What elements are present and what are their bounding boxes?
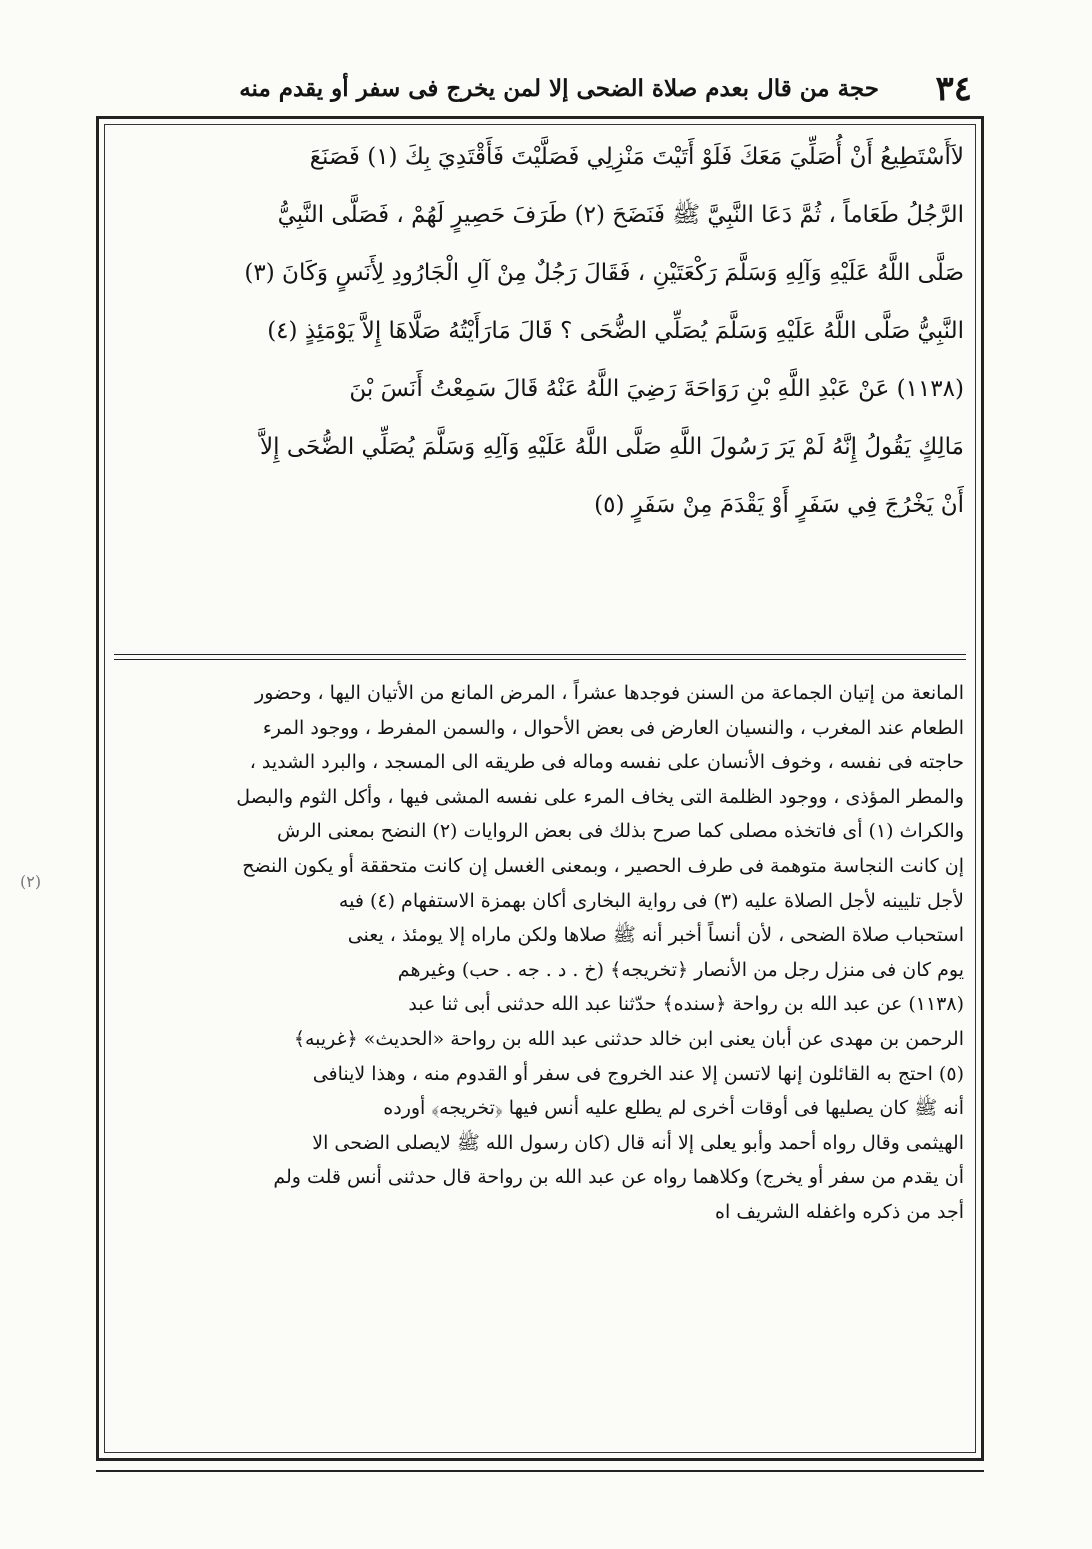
commentary-line: والمطر المؤذى ، ووجود الظلمة التى يخاف المرء على نفسه المشى فيها ، وأكل الثوم والبصل: [236, 785, 964, 808]
commentary-line: أجد من ذكره واغفله الشريف اه: [715, 1200, 964, 1223]
commentary-line: استحباب صلاة الضحى ، لأن أنساً أخبر أنه ﷺ صلاها ولكن ماراه إلا يومئذ ، يعنى: [347, 924, 964, 947]
commentary-line: (١١٣٨) عن عبد الله بن رواحة ﴿سنده﴾ حدّثنا عبد الله حدثنى أبى ثنا عبد: [408, 993, 964, 1016]
commentary-line: (٥) احتج به القائلون إنها لاتسن إلا عند الخروج فى سفر أو القدوم منه ، وهذا لاينافى: [312, 1062, 964, 1085]
hadith-text: [118, 128, 964, 640]
page-title: حجة من قال بعدم صلاة الضحى إلا لمن يخرج فى سفر أو يقدم منه: [239, 75, 879, 102]
hadith-line: أَنْ يَخْرُجَ فِي سَفَرٍ أَوْ يَقْدَمَ مِنْ سَفَرٍ (٥): [594, 492, 964, 518]
commentary-line: أنه ﷺ كان يصليها فى أوقات أخرى لم يطلع عليه أنس فيها ﴿تخريجه﴾ أورده: [383, 1097, 964, 1120]
commentary-line: والكراث (١) أى فاتخذه مصلى كما صرح بذلك فى بعض الروايات (٢) النضح بمعنى الرش: [277, 820, 964, 843]
hadith-line: الرَّجُلُ طَعَاماً ، ثُمَّ دَعَا النَّبِيَّ ﷺ فَنَضَحَ (٢) طَرَفَ حَصِيرٍ لَهُمْ ، فَصَلَّى النَّبِيُّ: [277, 202, 964, 228]
bottom-rule: [96, 1470, 984, 1472]
commentary-line: لأجل تليينه لأجل الصلاة عليه (٣) فى رواية البخارى أكان بهمزة الاستفهام (٤) فيه: [338, 889, 964, 912]
hadith-line: النَّبِيُّ صَلَّى اللَّهُ عَلَيْهِ وَسَلَّمَ يُصَلِّي الضُّحَى ؟ قَالَ مَارَأَيْتُهُ صَلَّاهَا إِلاَّ يَوْمَئِذٍ (٤): [267, 318, 964, 344]
section-divider: [114, 654, 966, 655]
hadith-line: (١١٣٨) عَنْ عَبْدِ اللَّهِ بْنِ رَوَاحَةَ رَضِيَ اللَّهُ عَنْهُ قَالَ سَمِعْتُ أَنَسَ بْنَ: [349, 376, 964, 402]
hadith-line: لاَأَسْتَطِيعُ أَنْ أُصَلِّيَ مَعَكَ فَلَوْ أَتَيْتَ مَنْزِلِي فَصَلَّيْتَ فَأَقْتَدِيَ بِكَ (١) فَصَنَعَ: [309, 144, 964, 170]
commentary-text: [118, 676, 964, 1441]
page-number: ٣٤: [935, 69, 972, 109]
commentary-line: الرحمن بن مهدى عن أبان يعنى ابن خالد حدثنى عبد الله بن رواحة «الحديث» ﴿غريبه﴾: [293, 1027, 964, 1050]
section-divider: [114, 659, 966, 660]
running-head: [96, 64, 984, 114]
commentary-line: الهيثمى وقال رواه أحمد وأبو يعلى إلا أنه قال (كان رسول الله ﷺ لايصلى الضحى الا: [312, 1131, 964, 1154]
margin-mark: (٢): [20, 872, 42, 891]
commentary-line: إن كانت النجاسة متوهمة فى طرف الحصير ، وبمعنى الغسل إن كانت متحققة أو يكون النضح: [242, 854, 964, 877]
commentary-line: المانعة من إتيان الجماعة من السنن فوجدها عشراً ، المرض المانع من الأتيان اليها ، وحضور: [255, 682, 964, 704]
commentary-line: حاجته فى نفسه ، وخوف الأنسان على نفسه وماله فى طريقه الى المسجد ، والبرد الشديد ،: [249, 751, 964, 774]
hadith-line: مَالِكٍ يَقُولُ إِنَّهُ لَمْ يَرَ رَسُولَ اللَّهِ صَلَّى اللَّهُ عَلَيْهِ وَآلِهِ وَسَلَّمَ يُصَلِّي الضُّحَى إِلاَّ: [260, 434, 964, 460]
hadith-line: صَلَّى اللَّهُ عَلَيْهِ وَآلِهِ وَسَلَّمَ رَكْعَتَيْنِ ، فَقَالَ رَجُلٌ مِنْ آلِ الْجَارُودِ لِأَنَسٍ وَكَانَ (٣): [244, 260, 964, 286]
commentary-line: أن يقدم من سفر أو يخرج) وكلاهما رواه عن عبد الله بن رواحة قال حدثنى أنس قلت ولم: [273, 1166, 964, 1189]
commentary-line: الطعام عند المغرب ، والنسيان العارض فى بعض الأحوال ، والسمن المفرط ، ووجود المرء: [262, 716, 964, 739]
commentary-line: يوم كان فى منزل رجل من الأنصار ﴿تخريجه﴾ (خ . د . جه . حب) وغيرهم: [397, 958, 964, 981]
